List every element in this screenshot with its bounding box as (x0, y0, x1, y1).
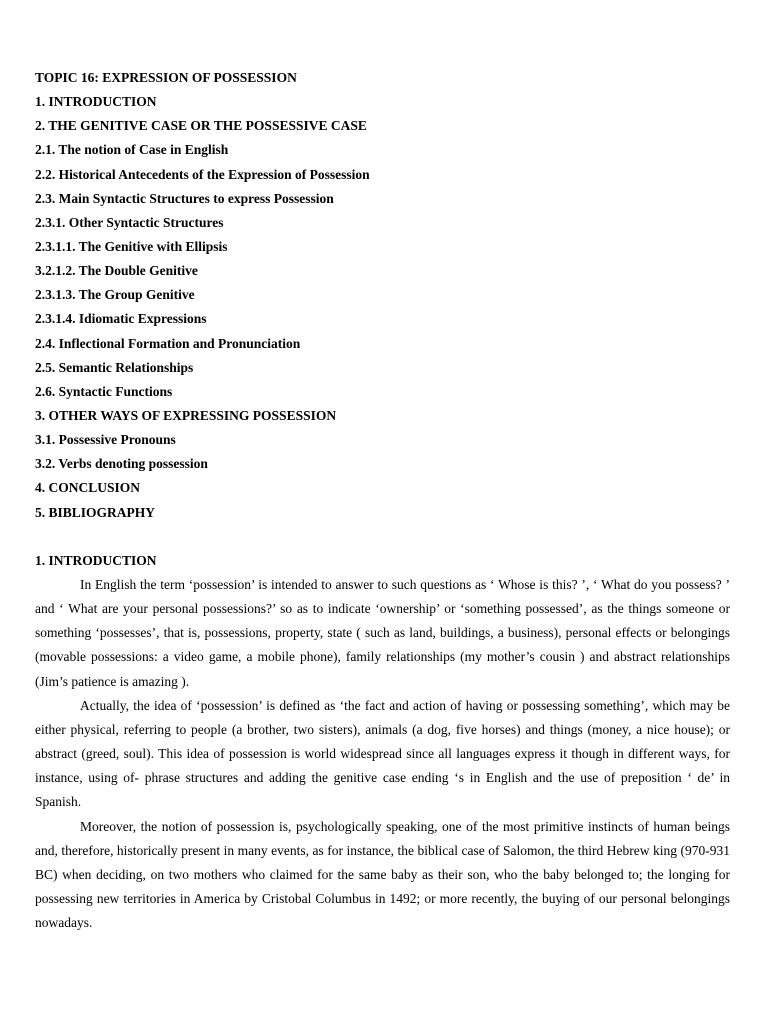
toc-item: 5. BIBLIOGRAPHY (35, 504, 156, 520)
toc-title: TOPIC 16: EXPRESSION OF POSSESSION (35, 70, 297, 85)
toc-item: 2.3.1.3. The Group Genitive (35, 287, 195, 303)
table-of-contents (35, 66, 730, 525)
toc-item: 3.1. Possessive Pronouns (35, 432, 176, 448)
toc-item: 2.5. Semantic Relationships (35, 359, 194, 375)
toc-item: 3.2.1.2. The Double Genitive (35, 263, 198, 279)
toc-item: 2.3.1. Other Syntactic Structures (35, 214, 224, 230)
document-page (35, 66, 730, 935)
toc-item: 2.4. Inflectional Formation and Pronunciation (35, 335, 301, 351)
toc-item: 3.2. Verbs denoting possession (35, 456, 208, 472)
toc-item: 4. CONCLUSION (35, 480, 141, 496)
toc-item: 2.3. Main Syntactic Structures to express Possession (35, 190, 334, 206)
section-heading: 1. INTRODUCTION (35, 552, 157, 568)
paragraph: Actually, the idea of ‘possession’ is defined as ‘the fact and action of having or possessing something’, which may be either physical, referring to people (a brother, two sisters), animals (a dog, five horses) and things (money, a nice house); or abstract (greed, soul). This idea of possession is world widespread since all languages express it though in different ways, for instance, using of- phrase structures and adding the genitive case ending ‘s in English and the use of preposition ‘ de’ in Spanish. (35, 697, 730, 810)
paragraph: In English the term ‘possession’ is intended to answer to such questions as ‘ Whose is this? ’, ‘ What do you possess? ’ and ‘ What are your personal possessions?’ so as to indicate ‘ownership’ or ‘something possessed’, as the things someone or something ‘possesses’, that is, possessions, property, state ( such as land, buildings, a business), personal effects or belongings (movable possessions: a video game, a mobile phone), family relationships (my mother’s cousin ) and abstract relationships (Jim’s patience is amazing ). (35, 576, 730, 689)
toc-item: 2. THE GENITIVE CASE OR THE POSSESSIVE CASE (35, 118, 367, 134)
toc-item: 2.1. The notion of Case in English (35, 142, 229, 158)
toc-item: 2.3.1.4. Idiomatic Expressions (35, 311, 207, 327)
paragraph: Moreover, the notion of possession is, psychologically speaking, one of the most primitive instincts of human beings and, therefore, historically present in many events, as for instance, the biblical case of Salomon, the third Hebrew king (970-931 BC) when deciding, on two mothers who claimed for the same baby as their son, who the baby belonged to; the longing for possessing new territories in America by Cristobal Columbus in 1492; or more recently, the buying of our personal belongings nowadays. (35, 818, 730, 931)
toc-item: 2.3.1.1. The Genitive with Ellipsis (35, 238, 228, 254)
toc-item: 2.6. Syntactic Functions (35, 383, 173, 399)
toc-item: 2.2. Historical Antecedents of the Expression of Possession (35, 166, 370, 182)
toc-item: 1. INTRODUCTION (35, 94, 157, 110)
toc-item: 3. OTHER WAYS OF EXPRESSING POSSESSION (35, 407, 337, 423)
